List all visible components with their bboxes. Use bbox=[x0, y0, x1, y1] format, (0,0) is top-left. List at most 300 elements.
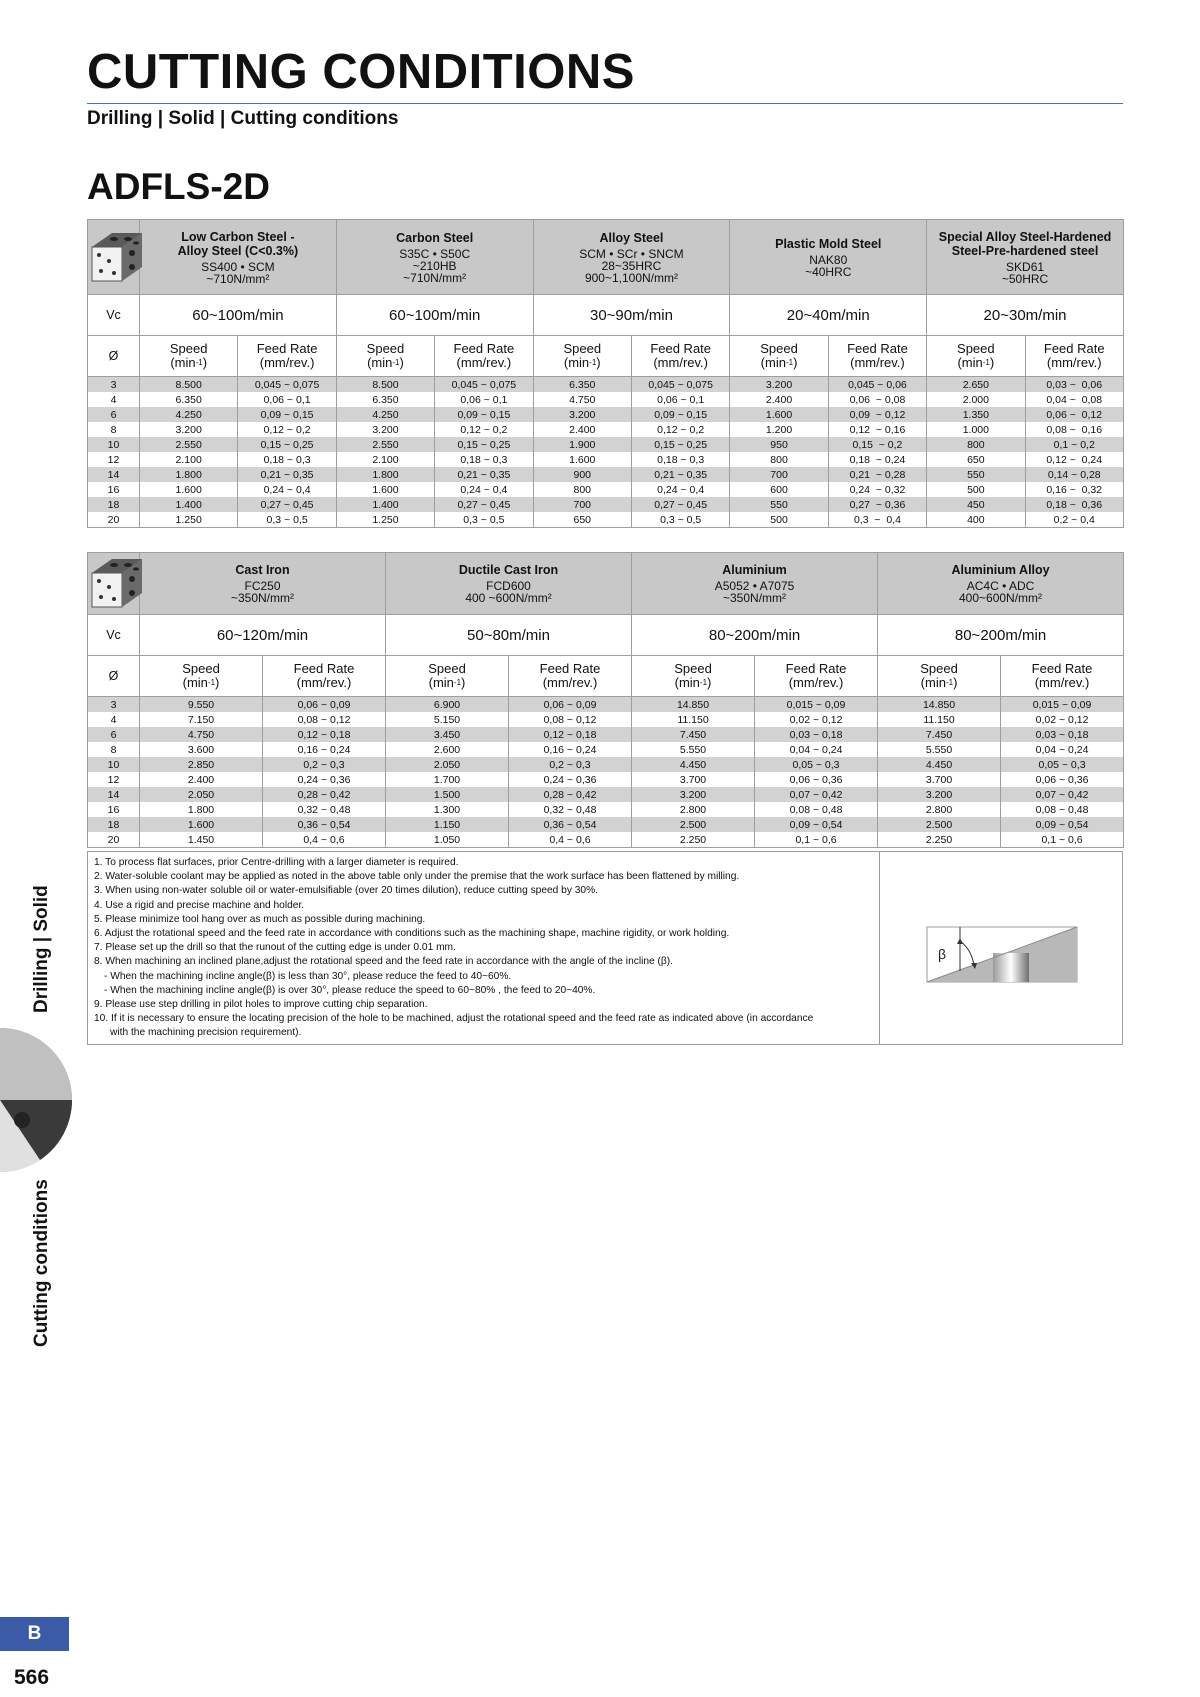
feed-cell: 0,16 ~ 0,24 bbox=[263, 742, 386, 757]
feed-cell: 0,03 ~ 0,18 bbox=[1001, 727, 1124, 742]
speed-cell: 14.850 bbox=[878, 697, 1001, 713]
speed-cell: 2.250 bbox=[632, 832, 755, 848]
table-row bbox=[88, 377, 1124, 393]
material-name: Ductile Cast Iron bbox=[458, 563, 559, 577]
feed-label: Feed Rate bbox=[847, 341, 908, 356]
table-row bbox=[88, 697, 1124, 713]
feed-cell: 0,24 ~ 0,4 bbox=[435, 482, 533, 497]
feed-cell: 0,04 ~ 0,24 bbox=[755, 742, 878, 757]
speed-unit-exponent: -1 bbox=[785, 358, 794, 367]
note-item: 9. Please use step drilling in pilot holes to improve cutting chip separation. bbox=[94, 999, 428, 1011]
speed-header bbox=[632, 656, 755, 697]
material-name: Special Alloy Steel-Hardened Steel-Pre-hardened steel bbox=[938, 229, 1112, 258]
feed-cell: 0,06 ~ 0,1 bbox=[631, 392, 729, 407]
feed-header bbox=[1001, 656, 1124, 697]
speed-cell: 3.600 bbox=[140, 742, 263, 757]
speed-label: Speed bbox=[182, 661, 220, 676]
feed-cell: 0,27 ~ 0,45 bbox=[435, 497, 533, 512]
table-row bbox=[88, 727, 1124, 742]
speed-unit: (min bbox=[920, 675, 946, 690]
material-spec: SKD61 ~50HRC bbox=[1001, 259, 1049, 286]
drill-bit-decoration bbox=[0, 1028, 72, 1172]
diameter-cell: 4 bbox=[88, 712, 140, 727]
incline-diagram bbox=[880, 852, 1124, 1044]
speed-unit-close: ) bbox=[989, 355, 995, 370]
side-section-cutting: Cutting conditions bbox=[31, 1179, 52, 1347]
speed-unit-exponent: -1 bbox=[392, 358, 400, 367]
feed-unit: (mm/rev.) bbox=[1034, 675, 1090, 690]
vc-value: 20~30m/min bbox=[927, 295, 1124, 336]
feed-cell: 0,3 ~ 0,5 bbox=[435, 512, 533, 528]
diameter-cell: 14 bbox=[88, 467, 140, 482]
speed-cell: 3.200 bbox=[730, 377, 828, 393]
speed-cell: 950 bbox=[730, 437, 828, 452]
speed-cell: 1.050 bbox=[386, 832, 509, 848]
feed-cell: 0,09 ~ 0,15 bbox=[435, 407, 533, 422]
feed-cell: 0,12 ~ 0,18 bbox=[263, 727, 386, 742]
product-code: ADFLS-2D bbox=[87, 166, 270, 207]
feed-label: Feed Rate bbox=[453, 341, 515, 356]
speed-cell: 550 bbox=[730, 497, 828, 512]
speed-cell: 2.100 bbox=[336, 452, 434, 467]
material-header bbox=[927, 220, 1124, 295]
feed-cell: 0,09 ~ 0,15 bbox=[631, 407, 729, 422]
feed-cell: 0,27 ~ 0,45 bbox=[631, 497, 729, 512]
vc-label: Vc bbox=[88, 295, 140, 336]
speed-cell: 4.250 bbox=[140, 407, 238, 422]
table-row bbox=[88, 787, 1124, 802]
beta-label: β bbox=[938, 946, 947, 962]
speed-cell: 700 bbox=[533, 497, 631, 512]
speed-cell: 1.500 bbox=[386, 787, 509, 802]
diameter-cell: 6 bbox=[88, 727, 140, 742]
feed-cell: 0,045 ~ 0,075 bbox=[435, 377, 533, 393]
diameter-label: Ø bbox=[88, 656, 140, 697]
speed-cell: 550 bbox=[927, 467, 1025, 482]
speed-cell: 1.000 bbox=[927, 422, 1025, 437]
note-item: 8. When machining an inclined plane,adjust the rotational speed and the feed rate in accordance with the angle of the incline (β). bbox=[94, 956, 673, 968]
speed-label: Speed bbox=[428, 661, 466, 676]
speed-unit-close: ) bbox=[461, 675, 466, 690]
speed-cell: 600 bbox=[730, 482, 828, 497]
speed-label: Speed bbox=[366, 341, 405, 356]
feed-cell: 0,1 ~ 0,2 bbox=[1025, 437, 1123, 452]
speed-cell: 7.450 bbox=[878, 727, 1001, 742]
feed-cell: 0,06 ~ 0,09 bbox=[509, 697, 632, 713]
speed-cell: 4.750 bbox=[140, 727, 263, 742]
diameter-cell: 3 bbox=[88, 377, 140, 393]
feed-cell: 0,05 ~ 0,3 bbox=[1001, 757, 1124, 772]
speed-cell: 8.500 bbox=[336, 377, 434, 393]
feed-cell: 0,09 ~ 0,12 bbox=[828, 407, 926, 422]
title-rule bbox=[87, 103, 1123, 104]
feed-unit: (mm/rev.) bbox=[788, 675, 844, 690]
material-spec: AC4C • ADC 400~600N/mm² bbox=[959, 579, 1043, 605]
diameter-cell: 12 bbox=[88, 452, 140, 467]
diameter-cell: 20 bbox=[88, 832, 140, 848]
speed-cell: 1.600 bbox=[533, 452, 631, 467]
feed-cell: 0,1 ~ 0,6 bbox=[1001, 832, 1124, 848]
speed-cell: 2.600 bbox=[386, 742, 509, 757]
speed-cell: 6.350 bbox=[533, 377, 631, 393]
feed-cell: 0,3 ~ 0,5 bbox=[238, 512, 336, 528]
material-name: Alloy Steel bbox=[599, 230, 664, 245]
feed-cell: 0,18 ~ 0,36 bbox=[1025, 497, 1123, 512]
feed-cell: 0,12 ~ 0,2 bbox=[631, 422, 729, 437]
table-row bbox=[88, 512, 1124, 528]
speed-unit: (min bbox=[760, 355, 786, 370]
vc-value: 30~90m/min bbox=[533, 295, 730, 336]
speed-cell: 6.350 bbox=[140, 392, 238, 407]
side-section-drilling: Drilling | Solid bbox=[31, 885, 52, 1013]
speed-header bbox=[730, 336, 828, 377]
feed-cell: 0,06 ~ 0,1 bbox=[435, 392, 533, 407]
material-spec: A5052 • A7075 ~350N/mm² bbox=[714, 579, 795, 605]
speed-label: Speed bbox=[563, 341, 602, 356]
table-row bbox=[88, 742, 1124, 757]
steel-cutting-table bbox=[87, 219, 1124, 528]
speed-cell: 2.400 bbox=[140, 772, 263, 787]
feed-cell: 0,08 ~ 0,48 bbox=[755, 802, 878, 817]
speed-header bbox=[533, 336, 631, 377]
feed-cell: 0,02 ~ 0,12 bbox=[1001, 712, 1124, 727]
table-row bbox=[88, 497, 1124, 512]
speed-header bbox=[140, 656, 263, 697]
feed-cell: 0,045 ~ 0,075 bbox=[238, 377, 336, 393]
speed-cell: 2.550 bbox=[336, 437, 434, 452]
coolant-hole bbox=[14, 1112, 30, 1128]
workpiece-icon-cell bbox=[88, 553, 140, 615]
speed-unit-exponent: -1 bbox=[982, 358, 990, 367]
feed-cell: 0,32 ~ 0,48 bbox=[263, 802, 386, 817]
feed-cell: 0,4 ~ 0,6 bbox=[263, 832, 386, 848]
feed-cell: 0,3 ~ 0,5 bbox=[631, 512, 729, 528]
feed-label: Feed Rate bbox=[785, 661, 847, 676]
table-row bbox=[88, 392, 1124, 407]
speed-cell: 1.150 bbox=[386, 817, 509, 832]
vc-value: 60~100m/min bbox=[140, 295, 337, 336]
feed-header bbox=[263, 656, 386, 697]
speed-cell: 2.800 bbox=[878, 802, 1001, 817]
material-header bbox=[336, 220, 533, 295]
table-row bbox=[88, 772, 1124, 787]
speed-cell: 900 bbox=[533, 467, 631, 482]
material-header bbox=[533, 220, 730, 295]
feed-cell: 0,06 ~ 0,36 bbox=[1001, 772, 1124, 787]
feed-cell: 0,18 ~ 0,3 bbox=[631, 452, 729, 467]
feed-cell: 0,07 ~ 0,42 bbox=[1001, 787, 1124, 802]
feed-cell: 0,06 ~ 0,1 bbox=[238, 392, 336, 407]
speed-cell: 7.150 bbox=[140, 712, 263, 727]
speed-cell: 2.400 bbox=[533, 422, 631, 437]
feed-cell: 0,18 ~ 0,3 bbox=[435, 452, 533, 467]
material-header bbox=[140, 553, 386, 615]
feed-cell: 0,06 ~ 0,36 bbox=[755, 772, 878, 787]
chapter-tab[interactable]: B bbox=[0, 1617, 69, 1651]
table-row bbox=[88, 452, 1124, 467]
feed-cell: 0,24 ~ 0,4 bbox=[631, 482, 729, 497]
note-item: 1. To process flat surfaces, prior Centre-drilling with a larger diameter is required. bbox=[94, 857, 459, 868]
speed-label: Speed bbox=[674, 661, 712, 676]
speed-cell: 800 bbox=[533, 482, 631, 497]
incline-angle-illustration bbox=[880, 852, 1124, 1044]
diameter-cell: 16 bbox=[88, 482, 140, 497]
speed-cell: 500 bbox=[730, 512, 828, 528]
feed-label: Feed Rate bbox=[1031, 661, 1093, 676]
feed-header bbox=[509, 656, 632, 697]
feed-unit: (mm/rev.) bbox=[259, 355, 315, 370]
speed-cell: 3.700 bbox=[878, 772, 1001, 787]
speed-cell: 1.600 bbox=[140, 482, 238, 497]
material-header bbox=[878, 553, 1124, 615]
note-item: 4. Use a rigid and precise machine and holder. bbox=[94, 899, 305, 911]
speed-cell: 1.900 bbox=[533, 437, 631, 452]
material-header bbox=[730, 220, 927, 295]
page-title: CUTTING CONDITIONS bbox=[87, 45, 635, 99]
material-header bbox=[140, 220, 337, 295]
table-row bbox=[88, 712, 1124, 727]
feed-cell: 0,04 ~ 0,24 bbox=[1001, 742, 1124, 757]
cast-iron-aluminium-cutting-table bbox=[87, 552, 1124, 848]
diameter-label: Ø bbox=[88, 336, 140, 377]
speed-cell: 1.800 bbox=[140, 802, 263, 817]
speed-unit-exponent: -1 bbox=[945, 678, 954, 687]
note-item: 6. Adjust the rotational speed and the feed rate in accordance with conditions such as the machining shape, machine rigidity, or work holding. bbox=[94, 928, 730, 940]
speed-cell: 2.000 bbox=[927, 392, 1025, 407]
feed-cell: 0,15 ~ 0,25 bbox=[435, 437, 533, 452]
feed-cell: 0,08 ~ 0,16 bbox=[1025, 422, 1123, 437]
note-item: - When the machining incline angle(β) is over 30°, please reduce the speed to 60~80% , the feed to 20~40%. bbox=[104, 984, 596, 996]
speed-unit-exponent: -1 bbox=[699, 678, 708, 687]
speed-cell: 5.550 bbox=[878, 742, 1001, 757]
speed-cell: 1.450 bbox=[140, 832, 263, 848]
note-item: 7. Please set up the drill so that the runout of the cutting edge is under 0.01 mm. bbox=[94, 942, 456, 954]
feed-cell: 0,02 ~ 0,12 bbox=[755, 712, 878, 727]
speed-cell: 650 bbox=[533, 512, 631, 528]
feed-cell: 0,21 ~ 0,35 bbox=[631, 467, 729, 482]
feed-cell: 0,24 ~ 0,36 bbox=[509, 772, 632, 787]
feed-cell: 0,15 ~ 0,25 bbox=[238, 437, 336, 452]
speed-cell: 1.400 bbox=[140, 497, 238, 512]
vc-label: Vc bbox=[88, 615, 140, 656]
notes-list bbox=[88, 852, 880, 1044]
speed-cell: 1.350 bbox=[927, 407, 1025, 422]
feed-cell: 0,05 ~ 0,3 bbox=[755, 757, 878, 772]
speed-unit: (min bbox=[182, 675, 208, 690]
note-item: 2. Water-soluble coolant may be applied as noted in the above table only under the premise that the work surface has been flattened by milling. bbox=[94, 871, 740, 883]
diameter-cell: 16 bbox=[88, 802, 140, 817]
table-row bbox=[88, 407, 1124, 422]
speed-cell: 7.450 bbox=[632, 727, 755, 742]
feed-cell: 0,24 ~ 0,32 bbox=[828, 482, 926, 497]
speed-cell: 650 bbox=[927, 452, 1025, 467]
material-name: Plastic Mold Steel bbox=[775, 236, 882, 251]
speed-cell: 2.250 bbox=[878, 832, 1001, 848]
speed-cell: 14.850 bbox=[632, 697, 755, 713]
speed-cell: 2.050 bbox=[140, 787, 263, 802]
material-header bbox=[386, 553, 632, 615]
feed-cell: 0,09 ~ 0,15 bbox=[238, 407, 336, 422]
speed-cell: 2.100 bbox=[140, 452, 238, 467]
feed-label: Feed Rate bbox=[650, 341, 712, 356]
speed-cell: 4.250 bbox=[336, 407, 434, 422]
feed-cell: 0,14 ~ 0,28 bbox=[1025, 467, 1123, 482]
speed-unit-close: ) bbox=[707, 675, 712, 690]
feed-cell: 0,16 ~ 0,24 bbox=[509, 742, 632, 757]
feed-cell: 0,2 ~ 0,3 bbox=[263, 757, 386, 772]
speed-cell: 1.400 bbox=[336, 497, 434, 512]
feed-header bbox=[1025, 336, 1123, 377]
material-name: Carbon Steel bbox=[396, 230, 474, 245]
speed-unit: (min bbox=[170, 355, 196, 370]
speed-cell: 3.200 bbox=[336, 422, 434, 437]
feed-cell: 0,12 ~ 0,16 bbox=[828, 422, 926, 437]
vc-value: 50~80m/min bbox=[386, 615, 632, 656]
table-row bbox=[88, 437, 1124, 452]
feed-header bbox=[631, 336, 729, 377]
speed-unit-exponent: -1 bbox=[453, 678, 462, 687]
speed-cell: 11.150 bbox=[632, 712, 755, 727]
material-header-row bbox=[88, 553, 1124, 615]
speed-cell: 2.500 bbox=[632, 817, 755, 832]
table-row bbox=[88, 817, 1124, 832]
speed-cell: 11.150 bbox=[878, 712, 1001, 727]
feed-cell: 0,21 ~ 0,35 bbox=[435, 467, 533, 482]
feed-cell: 0,03 ~ 0,18 bbox=[755, 727, 878, 742]
feed-unit: (mm/rev.) bbox=[542, 675, 598, 690]
vc-row bbox=[88, 615, 1124, 656]
feed-cell: 0,2 ~ 0,3 bbox=[509, 757, 632, 772]
feed-cell: 0,28 ~ 0,42 bbox=[509, 787, 632, 802]
feed-label: Feed Rate bbox=[256, 341, 318, 356]
feed-cell: 0,15 ~ 0,2 bbox=[828, 437, 926, 452]
vc-value: 20~40m/min bbox=[730, 295, 927, 336]
feed-cell: 0,18 ~ 0,3 bbox=[238, 452, 336, 467]
feed-cell: 0,12 ~ 0,24 bbox=[1025, 452, 1123, 467]
speed-unit: (min bbox=[674, 675, 700, 690]
feed-label: Feed Rate bbox=[1043, 341, 1105, 356]
diameter-cell: 20 bbox=[88, 512, 140, 528]
speed-cell: 800 bbox=[730, 452, 828, 467]
feed-cell: 0,06 ~ 0,09 bbox=[263, 697, 386, 713]
speed-cell: 450 bbox=[927, 497, 1025, 512]
speed-cell: 5.550 bbox=[632, 742, 755, 757]
feed-cell: 0,18 ~ 0,24 bbox=[828, 452, 926, 467]
diameter-cell: 10 bbox=[88, 757, 140, 772]
material-header bbox=[632, 553, 878, 615]
feed-cell: 0,06 ~ 0,12 bbox=[1025, 407, 1123, 422]
feed-header bbox=[828, 336, 926, 377]
speed-unit-close: ) bbox=[215, 675, 220, 690]
feed-cell: 0,21 ~ 0,28 bbox=[828, 467, 926, 482]
diameter-cell: 18 bbox=[88, 817, 140, 832]
workpiece-icon-cell bbox=[88, 220, 140, 295]
note-item: 10. If it is necessary to ensure the locating precision of the hole to be machined, adjust the rotational speed and the feed rate as indicated above (in accordance bbox=[94, 1013, 814, 1025]
speed-cell: 1.600 bbox=[140, 817, 263, 832]
diameter-cell: 3 bbox=[88, 697, 140, 713]
speed-unit: (min bbox=[428, 675, 454, 690]
speed-cell: 5.150 bbox=[386, 712, 509, 727]
speed-cell: 2.550 bbox=[140, 437, 238, 452]
feed-cell: 0,21 ~ 0,35 bbox=[238, 467, 336, 482]
material-spec: FCD600 400 ~600N/mm² bbox=[465, 579, 552, 605]
speed-cell: 2.400 bbox=[730, 392, 828, 407]
speed-cell: 3.700 bbox=[632, 772, 755, 787]
material-spec: NAK80 ~40HRC bbox=[805, 252, 852, 279]
vc-value: 80~200m/min bbox=[632, 615, 878, 656]
feed-cell: 0,045 ~ 0,06 bbox=[828, 377, 926, 393]
feed-cell: 0,04 ~ 0,08 bbox=[1025, 392, 1123, 407]
speed-cell: 8.500 bbox=[140, 377, 238, 393]
feed-cell: 0,03 ~ 0,06 bbox=[1025, 377, 1123, 393]
speed-cell: 6.900 bbox=[386, 697, 509, 713]
speed-unit: (min bbox=[367, 355, 393, 370]
material-header-row bbox=[88, 220, 1124, 295]
table-row bbox=[88, 467, 1124, 482]
note-item: - When the machining incline angle(β) is less than 30°, please reduce the feed to 40~60%. bbox=[104, 970, 512, 982]
diameter-cell: 14 bbox=[88, 787, 140, 802]
material-spec: SS400 • SCM ~710N/mm² bbox=[201, 259, 275, 286]
speed-cell: 3.200 bbox=[878, 787, 1001, 802]
feed-cell: 0,09 ~ 0,54 bbox=[755, 817, 878, 832]
feed-cell: 0,12 ~ 0,2 bbox=[238, 422, 336, 437]
table-row bbox=[88, 802, 1124, 817]
speed-header bbox=[336, 336, 434, 377]
feed-cell: 0,06 ~ 0,08 bbox=[828, 392, 926, 407]
material-name: Aluminium bbox=[722, 563, 787, 577]
speed-unit-close: ) bbox=[596, 355, 601, 370]
feed-cell: 0,015 ~ 0,09 bbox=[755, 697, 878, 713]
diameter-cell: 6 bbox=[88, 407, 140, 422]
feed-cell: 0,2 ~ 0,4 bbox=[1025, 512, 1123, 528]
angle-arc bbox=[960, 941, 974, 966]
feed-cell: 0,1 ~ 0,6 bbox=[755, 832, 878, 848]
vc-value: 80~200m/min bbox=[878, 615, 1124, 656]
speed-cell: 3.200 bbox=[140, 422, 238, 437]
speed-cell: 2.650 bbox=[927, 377, 1025, 393]
speed-cell: 1.600 bbox=[336, 482, 434, 497]
workpiece-icon bbox=[88, 227, 146, 285]
breadcrumb: Drilling | Solid | Cutting conditions bbox=[87, 108, 399, 129]
feed-unit: (mm/rev.) bbox=[1046, 355, 1102, 370]
feed-cell: 0,4 ~ 0,6 bbox=[509, 832, 632, 848]
speed-unit-close: ) bbox=[793, 355, 798, 370]
speed-cell: 1.250 bbox=[336, 512, 434, 528]
feed-cell: 0,12 ~ 0,2 bbox=[435, 422, 533, 437]
feed-cell: 0,08 ~ 0,48 bbox=[1001, 802, 1124, 817]
subheader-row bbox=[88, 656, 1124, 697]
feed-cell: 0,16 ~ 0,32 bbox=[1025, 482, 1123, 497]
speed-cell: 1.300 bbox=[386, 802, 509, 817]
speed-cell: 700 bbox=[730, 467, 828, 482]
material-name: Low Carbon Steel - Alloy Steel (C<0.3%) bbox=[177, 229, 299, 258]
speed-unit-close: ) bbox=[202, 355, 208, 370]
workpiece-icon bbox=[88, 553, 146, 611]
drill-flute-light bbox=[0, 1028, 72, 1100]
vc-row bbox=[88, 295, 1124, 336]
speed-cell: 3.450 bbox=[386, 727, 509, 742]
feed-cell: 0,07 ~ 0,42 bbox=[755, 787, 878, 802]
speed-cell: 2.500 bbox=[878, 817, 1001, 832]
material-name: Aluminium Alloy bbox=[951, 563, 1050, 577]
speed-label: Speed bbox=[760, 341, 798, 356]
feed-label: Feed Rate bbox=[293, 661, 355, 676]
feed-cell: 0,045 ~ 0,075 bbox=[631, 377, 729, 393]
speed-header bbox=[927, 336, 1025, 377]
page-number: 566 bbox=[14, 1666, 50, 1689]
speed-unit: (min bbox=[563, 355, 590, 370]
diameter-cell: 18 bbox=[88, 497, 140, 512]
